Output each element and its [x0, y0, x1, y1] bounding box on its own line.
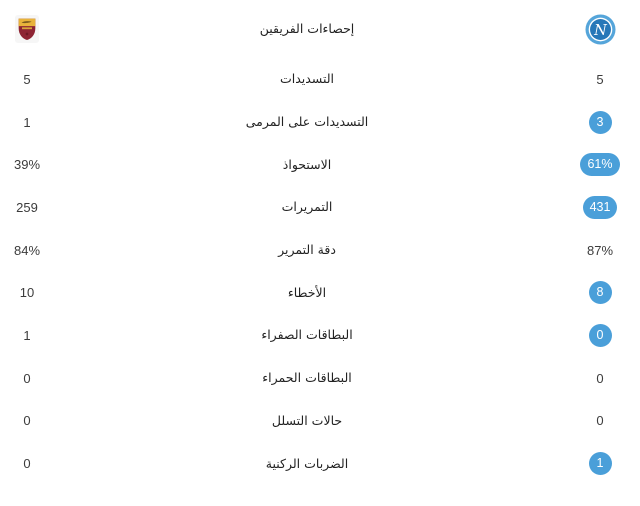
stat-row [0, 58, 640, 101]
stat-label-cell [54, 198, 560, 216]
napoli-value-cell [560, 452, 640, 475]
roma-value-cell [0, 196, 54, 219]
roma-value-cell [0, 367, 54, 390]
napoli-value: 5 [596, 71, 604, 87]
stat-label: دقة التمرير [278, 242, 336, 258]
napoli-value-cell [560, 239, 640, 262]
roma-value: 5 [23, 71, 31, 87]
napoli-value: 8 [589, 281, 612, 304]
napoli-value: 87% [586, 242, 614, 258]
stat-label-cell [54, 113, 560, 131]
napoli-value: 431 [583, 196, 618, 219]
stat-label-cell [54, 455, 560, 473]
stat-row [0, 101, 640, 144]
roma-value: 1 [23, 327, 31, 343]
stat-row [0, 271, 640, 314]
stat-label: التسديدات على المرمى [245, 114, 369, 130]
roma-value: 10 [19, 285, 35, 301]
napoli-value-cell [560, 367, 640, 390]
stat-label-cell [54, 326, 560, 344]
napoli-value: 0 [596, 370, 604, 386]
roma-value: 0 [23, 370, 31, 386]
roma-value-cell [0, 111, 54, 134]
roma-value: 84% [13, 242, 41, 258]
stat-label-cell [54, 284, 560, 302]
roma-value-cell [0, 153, 54, 176]
page-title: إحصاءات الفريقين [259, 21, 355, 36]
stat-row [0, 229, 640, 272]
napoli-value-cell [560, 324, 640, 347]
roma-value: 0 [23, 413, 31, 429]
stat-label: حالات التسلل [271, 412, 343, 428]
stat-label: الضربات الركنية [265, 455, 349, 471]
roma-value-cell [0, 281, 54, 304]
napoli-value-cell [560, 153, 640, 176]
title-cell [54, 20, 560, 38]
roma-logo-cell [0, 15, 54, 43]
stat-row [0, 143, 640, 186]
stat-label: البطاقات الحمراء [262, 370, 352, 386]
stat-label-cell [54, 412, 560, 430]
roma-value: 1 [23, 114, 31, 130]
stat-label-cell [54, 369, 560, 387]
stat-label: البطاقات الصفراء [261, 327, 353, 343]
roma-value: 259 [16, 199, 38, 215]
napoli-value: 3 [589, 111, 612, 134]
stat-row [0, 186, 640, 229]
napoli-value: 0 [596, 413, 604, 429]
svg-text:N: N [593, 22, 607, 39]
napoli-value-cell [560, 111, 640, 134]
napoli-logo-cell [560, 14, 640, 45]
stat-row [0, 357, 640, 400]
stat-row [0, 400, 640, 443]
roma-crest-icon [15, 15, 39, 43]
roma-value: 39% [13, 157, 41, 173]
stat-label-cell [54, 241, 560, 259]
roma-value-cell [0, 452, 54, 475]
roma-value-cell [0, 324, 54, 347]
stat-row [0, 442, 640, 485]
roma-value-cell [0, 409, 54, 432]
stat-label: الأخطاء [287, 284, 327, 300]
napoli-value: 1 [589, 452, 612, 475]
stat-label-cell [54, 70, 560, 88]
stat-row [0, 314, 640, 357]
stat-label: التمريرات [281, 199, 333, 215]
napoli-value-cell [560, 409, 640, 432]
napoli-value: 61% [580, 153, 619, 176]
napoli-crest-icon [585, 14, 616, 45]
stats-header [0, 0, 640, 58]
roma-value: 0 [23, 456, 31, 472]
napoli-value-cell [560, 68, 640, 91]
stat-label-cell [54, 156, 560, 174]
stats-list [0, 58, 640, 485]
napoli-value-cell [560, 281, 640, 304]
stat-label: الاستحواذ [282, 156, 332, 172]
roma-value-cell [0, 239, 54, 262]
napoli-value-cell [560, 196, 640, 219]
roma-value-cell [0, 68, 54, 91]
napoli-value: 0 [589, 324, 612, 347]
stat-label: التسديدات [279, 71, 335, 87]
